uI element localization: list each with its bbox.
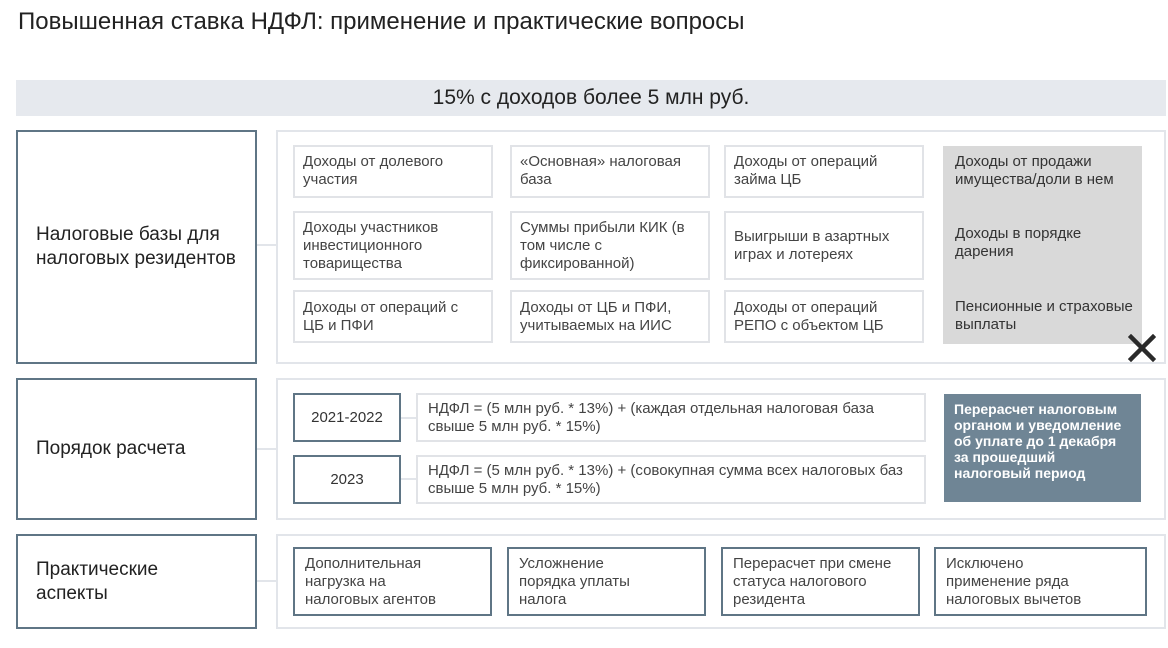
section-label-tax-bases (16, 130, 257, 364)
practical-aspect-text: Исключено применение ряда налоговых вычетов (946, 554, 1082, 608)
tax-base-text: Доходы от операций РЕПО с объектом ЦБ (734, 298, 884, 334)
tax-base-text: Доходы от долевого участия (303, 153, 444, 188)
formula-box (416, 455, 926, 504)
rate-banner: 15% с доходов более 5 млн руб. (16, 80, 1166, 116)
section-label-practical (16, 534, 257, 629)
practical-aspect (934, 547, 1147, 616)
section-label-calculation-text: Порядок расчета (36, 438, 186, 459)
year-text: 2021-2022 (311, 409, 383, 426)
excluded-income-item (955, 298, 1135, 334)
practical-aspect-text: Дополнительная нагрузка на налоговых агентов (305, 554, 436, 608)
excluded-income-text: Пенсионные и страховые выплаты (955, 298, 1133, 333)
section-label-practical-text: Практические аспекты (36, 558, 159, 604)
year-box (293, 455, 401, 504)
formula-box (416, 393, 926, 442)
connector-calculation (257, 448, 276, 450)
connector-practical (257, 580, 276, 582)
tax-base-text: Суммы прибыли КИК (в том числе с фиксированной) (520, 219, 685, 272)
cross-icon (1128, 334, 1156, 362)
tax-base-cell (293, 290, 493, 343)
year-box (293, 393, 401, 442)
tax-base-cell (293, 211, 493, 280)
connector-tax-bases (257, 244, 276, 246)
tax-base-text: Выигрыши в азартных играх и лотереях (734, 227, 890, 263)
practical-aspect-text: Перерасчет при смене статуса налогового резидента (733, 554, 892, 608)
tax-base-text: Доходы от ЦБ и ПФИ, учитываемых на ИИС (520, 298, 672, 334)
formula-text: НДФЛ = (5 млн руб. * 13%) + (каждая отдельная налоговая база свыше 5 млн руб. * 15%) (428, 399, 874, 435)
excluded-income-text: Доходы от продажи имущества/доли в нем (955, 153, 1114, 188)
year-connector (401, 478, 416, 480)
tax-base-cell (724, 211, 924, 280)
excluded-income-item (955, 225, 1135, 261)
tax-base-text: Доходы участников инвестиционного товарищества (303, 219, 439, 272)
page-title: Повышенная ставка НДФЛ: применение и практические вопросы (18, 8, 745, 35)
tax-base-text: «Основная» налоговая база (520, 153, 682, 188)
formula-text: НДФЛ = (5 млн руб. * 13%) + (совокупная сумма всех налоговых баз свыше 5 млн руб. * 15%) (428, 461, 903, 497)
tax-base-text: Доходы от операций с ЦБ и ПФИ (303, 298, 459, 334)
section-label-calculation (16, 378, 257, 520)
year-text: 2023 (330, 471, 364, 488)
practical-aspect (507, 547, 706, 616)
practical-aspect (721, 547, 920, 616)
practical-aspect (293, 547, 492, 616)
tax-base-cell (293, 145, 493, 198)
excluded-income-text: Доходы в порядке дарения (955, 225, 1082, 260)
recalculation-note (944, 394, 1141, 502)
tax-base-cell (724, 145, 924, 198)
recalculation-note-text: Перерасчет налоговым органом и уведомление об уплате до 1 декабря за прошедший налоговый период (954, 401, 1122, 481)
practical-aspect-text: Усложнение порядка уплаты налога (519, 554, 630, 608)
tax-base-cell (510, 211, 710, 280)
tax-base-cell (510, 145, 710, 198)
tax-base-cell (510, 290, 710, 343)
tax-base-cell (724, 290, 924, 343)
section-label-tax-bases-text: Налоговые базы для налоговых резидентов (36, 224, 236, 269)
tax-base-text: Доходы от операций займа ЦБ (734, 153, 878, 188)
excluded-income-item (955, 153, 1135, 189)
year-connector (401, 417, 416, 419)
